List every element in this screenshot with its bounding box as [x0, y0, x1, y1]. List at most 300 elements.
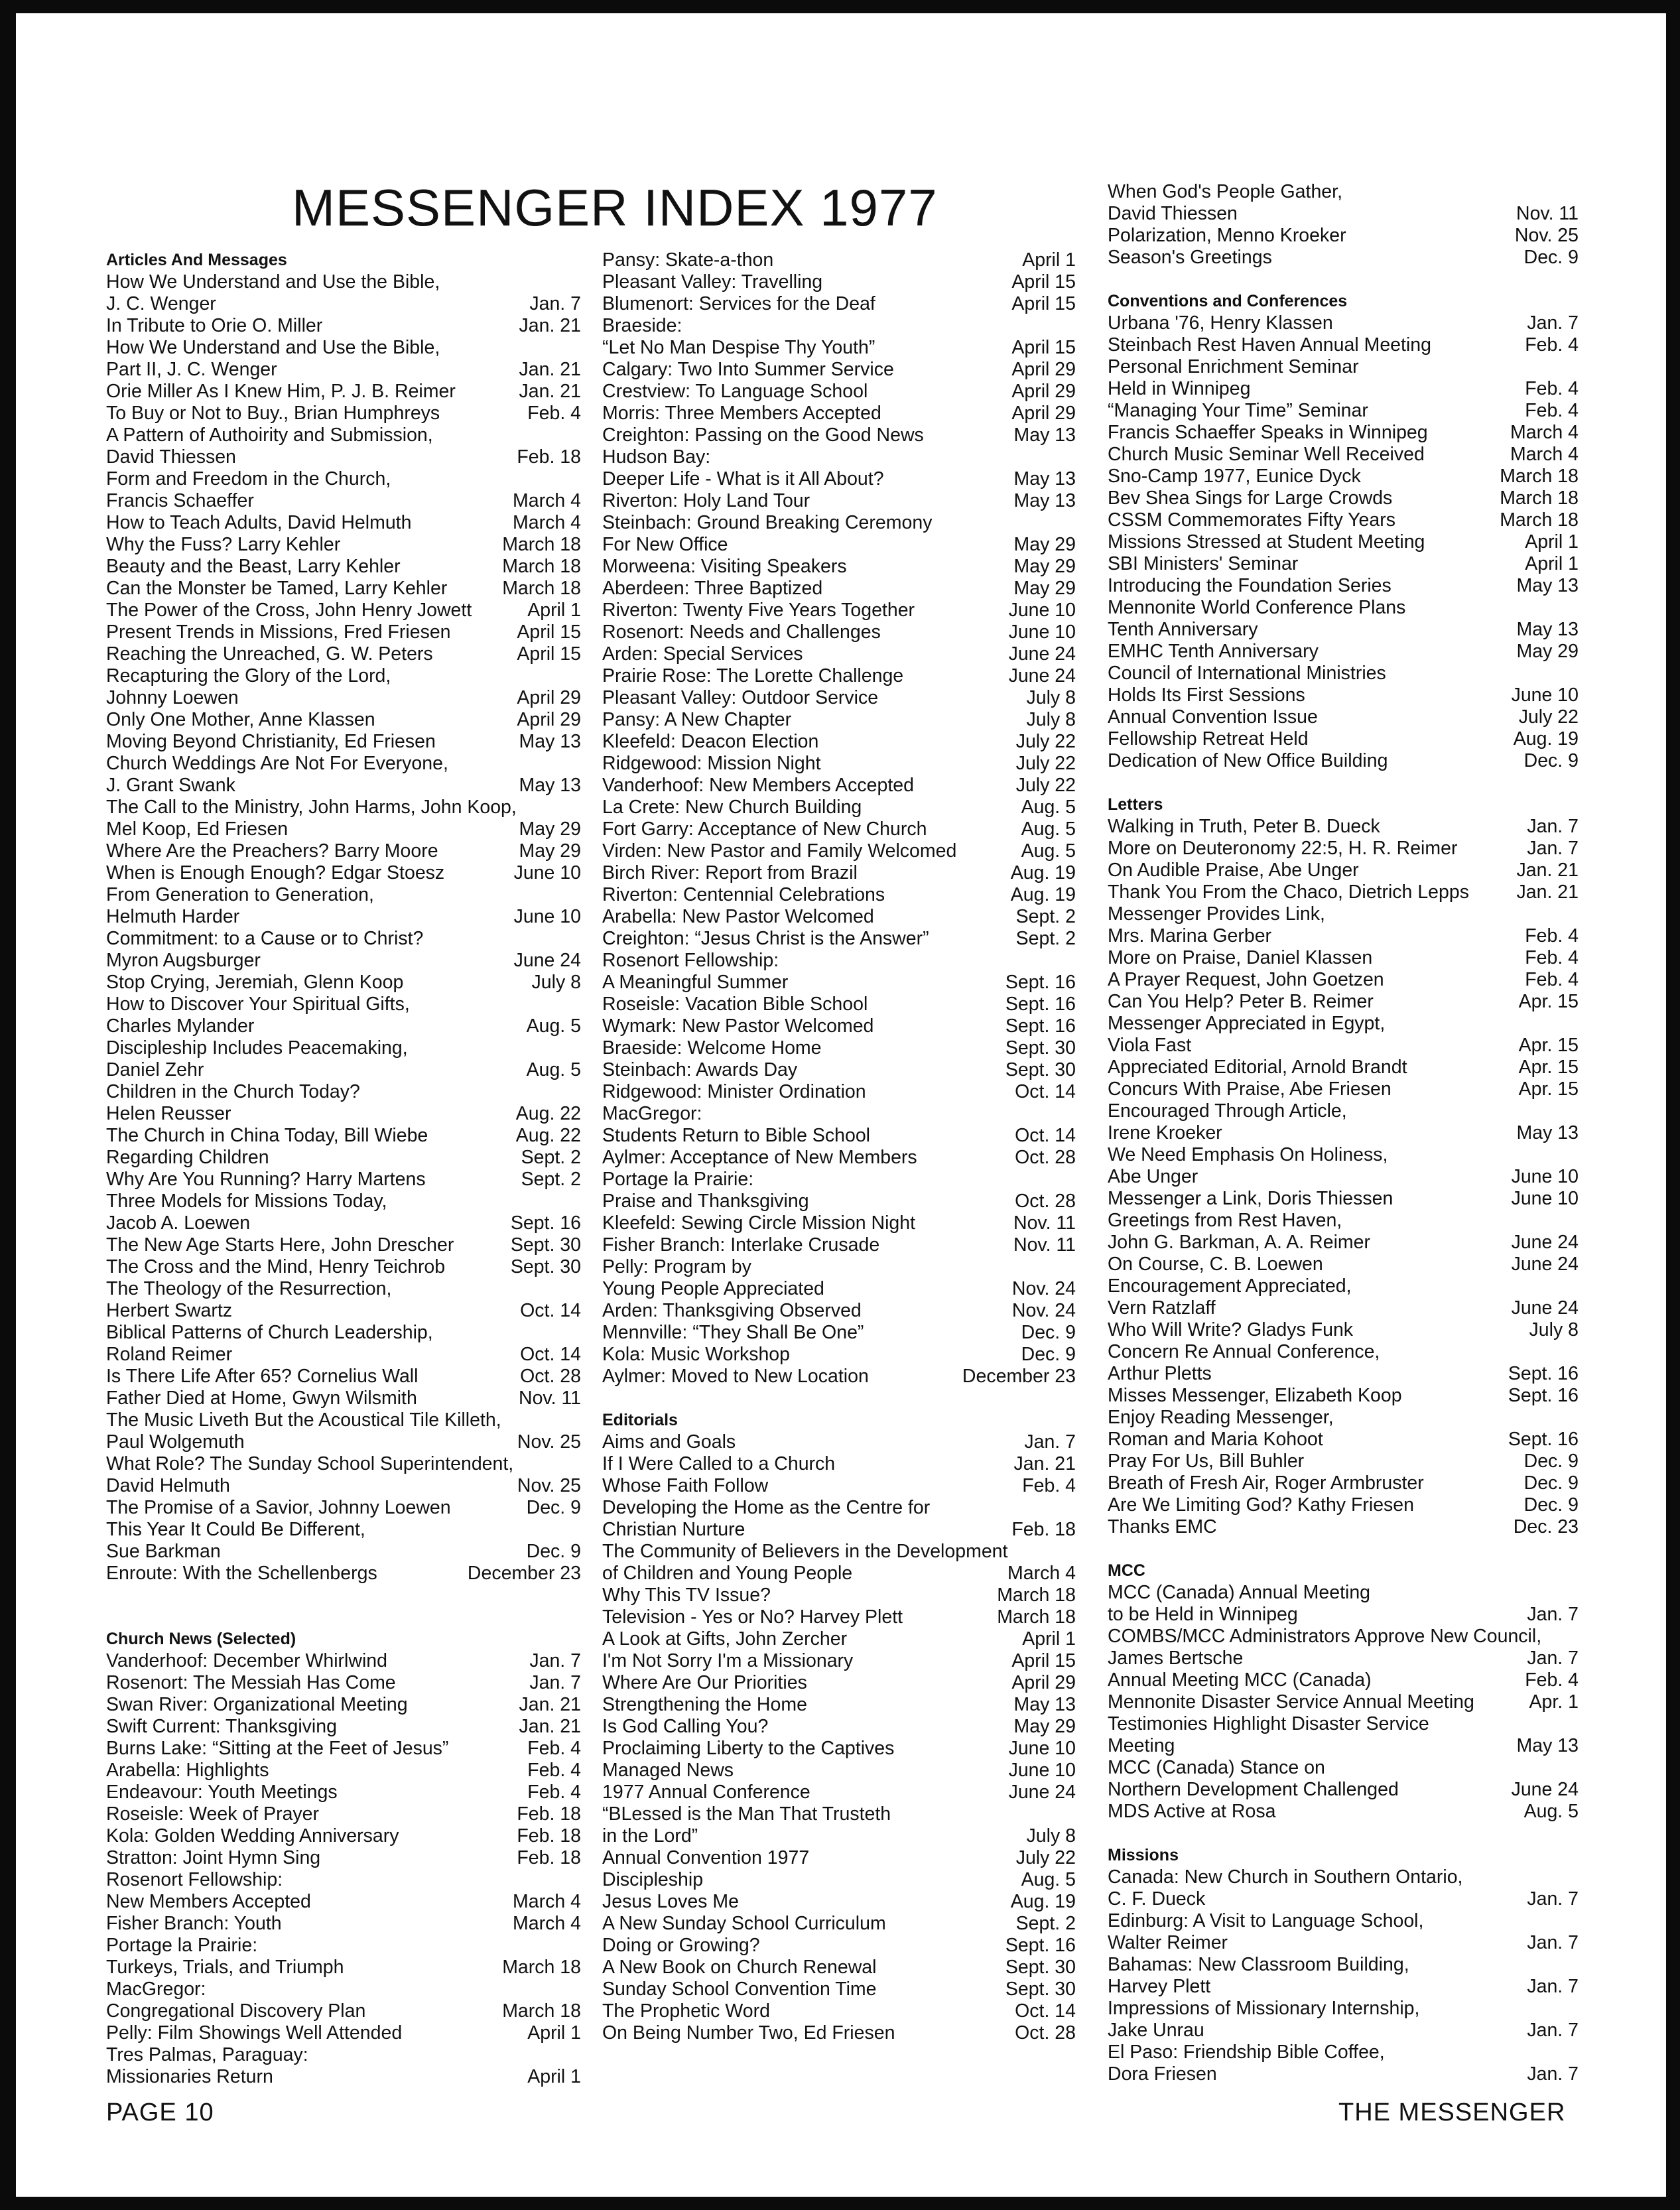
entry-date: Sept. 30 [508, 1234, 581, 1256]
index-entry [1108, 947, 1579, 969]
entry-date: April 29 [514, 709, 581, 731]
entry-date: December 23 [960, 1366, 1076, 1388]
index-entry [106, 337, 581, 381]
index-entry [602, 1037, 1076, 1059]
entry-title: Commitment: to a Cause or to Christ? Myron Augsburger [106, 928, 424, 971]
entry-title: The New Age Starts Here, John Drescher [106, 1234, 454, 1256]
entry-title: A Prayer Request, John Goetzen [1108, 969, 1384, 990]
entry-date: April 15 [1009, 337, 1076, 359]
entry-date: Sept. 16 [1003, 1935, 1076, 1957]
entry-title: Crestview: To Language School [602, 381, 868, 402]
index-entry [1108, 750, 1579, 772]
index-entry [1108, 881, 1579, 903]
entry-date: May 13 [1011, 1694, 1076, 1716]
entry-title: Church Weddings Are Not For Everyone, J. Grant Swank [106, 753, 448, 796]
index-entry [1108, 1691, 1579, 1713]
index-entry [106, 1147, 581, 1169]
index-entry [602, 1453, 1076, 1475]
index-entry [1108, 1144, 1579, 1188]
entry-title: Braeside: Welcome Home [602, 1037, 822, 1059]
entry-title: Present Trends in Missions, Fred Friesen [106, 621, 451, 643]
entry-title: Recapturing the Glory of the Lord, Johnny Loewen [106, 665, 391, 708]
entry-title: Dedication of New Office Building [1108, 750, 1388, 771]
entry-date: March 18 [499, 534, 581, 556]
index-entry [602, 1322, 1076, 1344]
index-entry [602, 775, 1076, 797]
entry-date: Sept. 2 [1013, 928, 1076, 950]
entry-date: Sept. 16 [1003, 972, 1076, 994]
section-spacer [106, 1606, 581, 1628]
publication-name: THE MESSENGER [1338, 2099, 1566, 2126]
entry-title: Prairie Rose: The Lorette Challenge [602, 665, 904, 686]
index-entry [1108, 1057, 1579, 1078]
entry-date: Feb. 18 [514, 1803, 581, 1825]
entry-date: Jan. 7 [1524, 312, 1579, 334]
entry-title: Annual Meeting MCC (Canada) [1108, 1669, 1372, 1691]
index-entry [1108, 1341, 1579, 1385]
index-entry [602, 600, 1076, 621]
entry-date: Jan. 7 [1524, 2020, 1579, 2042]
entry-date: Apr. 15 [1516, 1057, 1579, 1078]
entry-date: Jan. 21 [517, 1694, 582, 1716]
index-entry [602, 403, 1076, 424]
entry-title: Why This TV Issue? [602, 1585, 771, 1606]
section-spacer [1108, 269, 1579, 291]
entry-date: Jan. 7 [1524, 1932, 1579, 1954]
entry-title: Riverton: Twenty Five Years Together [602, 600, 915, 621]
entry-title: Creighton: “Jesus Christ is the Answer” [602, 928, 929, 949]
entry-title: Pelly: Film Showings Well Attended [106, 2022, 403, 2044]
entry-date: Feb. 18 [514, 1847, 581, 1869]
index-entry [106, 1913, 581, 1935]
section-heading: Missions [1108, 1846, 1179, 1864]
entry-date: May 29 [1011, 534, 1076, 556]
entry-date: July 8 [1024, 1825, 1076, 1847]
index-entry [1108, 1713, 1579, 1757]
index-entry [106, 578, 581, 600]
index-entry [1108, 400, 1579, 422]
entry-title: Orie Miller As I Knew Him, P. J. B. Reimer [106, 381, 456, 402]
index-entry [106, 556, 581, 578]
index-entry [602, 2022, 1076, 2044]
entry-date: Aug. 19 [1008, 862, 1076, 884]
index-entry [106, 1081, 581, 1103]
index-entry [602, 315, 1076, 359]
entry-date: Dec. 9 [1019, 1344, 1076, 1366]
index-entry [1108, 1254, 1579, 1275]
entry-title: Aylmer: Moved to New Location [602, 1366, 869, 1387]
entry-date: July 8 [1024, 687, 1076, 709]
entry-date: Oct. 28 [1012, 1191, 1076, 1212]
entry-date: Aug. 5 [1521, 1801, 1579, 1823]
entry-title: MCC (Canada) Annual Meeting to be Held in Winnipeg [1108, 1582, 1371, 1625]
entry-date: March 18 [499, 578, 581, 600]
index-entry [602, 1650, 1076, 1672]
entry-title: When God's People Gather, David Thiessen [1108, 181, 1342, 224]
entry-title: Rosenort Fellowship: A Meaningful Summer [602, 950, 789, 993]
index-entry [602, 1431, 1076, 1453]
entry-date: Oct. 28 [517, 1366, 581, 1388]
index-entry [106, 1672, 581, 1694]
section-spacer [1108, 772, 1579, 794]
entry-date: Aug. 22 [513, 1125, 581, 1147]
section-heading: Conventions and Conferences [1108, 292, 1348, 310]
index-entry [1108, 1866, 1579, 1910]
index-entry [1108, 444, 1579, 466]
entry-title: Doing or Growing? [602, 1935, 760, 1956]
entry-title: Form and Freedom in the Church, Francis Schaeffer [106, 468, 391, 511]
entry-title: Sunday School Convention Time [602, 1979, 877, 2000]
entry-title: Discipleship Includes Peacemaking, Daniel Zehr [106, 1037, 408, 1080]
entry-date: March 4 [1508, 444, 1579, 466]
entry-title: Burns Lake: “Sitting at the Feet of Jesus” [106, 1738, 449, 1759]
index-entry [1108, 1516, 1579, 1538]
entry-date: April 15 [1009, 1650, 1076, 1672]
section-heading: MCC [1108, 1561, 1145, 1580]
entry-date: April 1 [1522, 553, 1579, 575]
scan-border-bottom [0, 2197, 1680, 2210]
index-entry [602, 1606, 1076, 1628]
entry-date: June 24 [1509, 1254, 1579, 1275]
index-entry [1108, 1451, 1579, 1472]
entry-date: June 24 [1509, 1232, 1579, 1254]
entry-date: June 10 [511, 906, 581, 928]
index-entry [602, 512, 1076, 556]
index-entry [1108, 509, 1579, 531]
scan-border-top [0, 0, 1680, 13]
index-entry [106, 1519, 581, 1563]
index-entry [1108, 1998, 1579, 2042]
entry-title: The Cross and the Mind, Henry Teichrob [106, 1256, 446, 1277]
index-entry [106, 1037, 581, 1081]
index-entry [602, 1891, 1076, 1913]
index-entry [106, 1825, 581, 1847]
entry-title: How We Understand and Use the Bible, J. C. Wenger [106, 271, 440, 314]
entry-title: Messenger Provides Link, Mrs. Marina Gerber [1108, 903, 1325, 946]
index-entry [602, 2000, 1076, 2022]
entry-date: Aug. 5 [1019, 797, 1076, 818]
entry-date: May 29 [1011, 556, 1076, 578]
entry-date: Dec. 9 [1521, 1494, 1579, 1516]
entry-title: We Need Emphasis On Holiness, Abe Unger [1108, 1144, 1388, 1187]
entry-date: July 22 [1013, 775, 1076, 797]
entry-date: April 29 [1009, 381, 1076, 403]
entry-title: Annual Convention Issue [1108, 706, 1318, 728]
entry-date: Feb. 4 [1522, 334, 1579, 356]
entry-title: Tres Palmas, Paraguay: Missionaries Return [106, 2044, 308, 2087]
entry-title: Fisher Branch: Youth [106, 1913, 282, 1934]
entry-date: Oct. 14 [517, 1344, 581, 1366]
entry-date: Feb. 4 [1522, 947, 1579, 969]
index-entry [106, 512, 581, 534]
index-entry [1108, 641, 1579, 663]
entry-title: The Community of Believers in the Development of Children and Young People [602, 1541, 1008, 1584]
entry-date: May 13 [517, 731, 581, 753]
entry-date: Sept. 30 [1003, 1037, 1076, 1059]
entry-date: Jan. 7 [527, 293, 581, 315]
index-entry [1108, 597, 1579, 641]
entry-title: Appreciated Editorial, Arnold Brandt [1108, 1057, 1407, 1078]
entry-date: March 18 [994, 1585, 1076, 1606]
index-entry [106, 665, 581, 709]
entry-date: Jan. 7 [1524, 1888, 1579, 1910]
index-entry [602, 1015, 1076, 1037]
entry-title: If I Were Called to a Church [602, 1453, 836, 1474]
entry-title: Beauty and the Beast, Larry Kehler [106, 556, 401, 577]
entry-date: Sept. 16 [1506, 1385, 1579, 1407]
entry-date: May 29 [1514, 641, 1579, 663]
section-spacer [1108, 1538, 1579, 1560]
entry-date: Apr. 1 [1527, 1691, 1579, 1713]
entry-date: July 22 [1013, 1847, 1076, 1869]
entry-title: Vanderhoof: December Whirlwind [106, 1650, 387, 1671]
entry-date: April 15 [1009, 293, 1076, 315]
index-entry [106, 1847, 581, 1869]
index-entry [602, 1979, 1076, 2000]
entry-date: June 24 [511, 950, 581, 972]
entry-title: Who Will Write? Gladys Funk [1108, 1319, 1354, 1340]
index-entry [106, 600, 581, 621]
entry-date: Feb. 4 [1019, 1475, 1076, 1497]
entry-title: El Paso: Friendship Bible Coffee, Dora Friesen [1108, 2042, 1385, 2085]
entry-title: Rosenort: The Messiah Has Come [106, 1672, 396, 1693]
index-entry [602, 884, 1076, 906]
entry-date: July 8 [1527, 1319, 1579, 1341]
entry-title: Ridgewood: Mission Night [602, 753, 821, 774]
index-entry [1108, 1472, 1579, 1494]
index-entry [1108, 816, 1579, 838]
entry-date: June 10 [1006, 1760, 1076, 1782]
page-number: PAGE 10 [106, 2099, 214, 2126]
entry-date: Nov. 24 [1009, 1300, 1076, 1322]
entry-date: June 24 [1509, 1779, 1579, 1801]
index-entry [106, 1125, 581, 1147]
entry-title: SBI Ministers' Seminar [1108, 553, 1299, 574]
index-entry [602, 1957, 1076, 1979]
entry-title: MacGregor: Congregational Discovery Plan [106, 1979, 366, 2022]
entry-title: Endeavour: Youth Meetings [106, 1782, 338, 1803]
entry-date: March 18 [499, 2000, 581, 2022]
entry-date: Feb. 4 [1522, 969, 1579, 991]
index-entry [1108, 2042, 1579, 2085]
index-entry [602, 1169, 1076, 1212]
entry-title: Arden: Thanksgiving Observed [602, 1300, 862, 1321]
entry-date: June 10 [1509, 1166, 1579, 1188]
index-entry [1108, 466, 1579, 487]
entry-title: Steinbach: Awards Day [602, 1059, 798, 1080]
entry-title: Concern Re Annual Conference, Arthur Pletts [1108, 1341, 1380, 1384]
index-entry [602, 1475, 1076, 1497]
entry-date: March 4 [1005, 1563, 1076, 1585]
index-entry [1108, 1385, 1579, 1407]
entry-date: June 24 [1006, 643, 1076, 665]
entry-date: Aug. 5 [524, 1015, 581, 1037]
entry-date: June 10 [1006, 600, 1076, 621]
entry-title: On Course, C. B. Loewen [1108, 1254, 1323, 1275]
entry-title: COMBS/MCC Administrators Approve New Council, James Bertsche [1108, 1626, 1542, 1669]
entry-title: Riverton: Centennial Celebrations [602, 884, 885, 905]
entry-date: Nov. 25 [1512, 225, 1579, 247]
entry-date: Apr. 15 [1516, 991, 1579, 1013]
entry-title: Impressions of Missionary Internship, Jake Unrau [1108, 1998, 1420, 2041]
entry-title: Misses Messenger, Elizabeth Koop [1108, 1385, 1402, 1406]
entry-title: Vanderhoof: New Members Accepted [602, 775, 914, 796]
entry-title: Wymark: New Pastor Welcomed [602, 1015, 874, 1037]
entry-title: The Call to the Ministry, John Harms, John Koop, Mel Koop, Ed Friesen [106, 797, 517, 840]
entry-date: Oct. 14 [1012, 1125, 1076, 1147]
entry-date: Nov. 25 [515, 1475, 581, 1497]
entry-title: Testimonies Highlight Disaster Service Meeting [1108, 1713, 1429, 1756]
entry-title: Edinburg: A Visit to Language School, Walter Reimer [1108, 1910, 1424, 1953]
entry-date: Nov. 11 [1011, 1212, 1076, 1234]
index-entry [106, 884, 581, 928]
entry-title: Kleefeld: Sewing Circle Mission Night [602, 1212, 916, 1234]
index-entry [602, 1716, 1076, 1738]
index-entry [106, 753, 581, 797]
entry-date: Sept. 30 [508, 1256, 581, 1278]
entry-date: Apr. 15 [1516, 1078, 1579, 1100]
entry-date: Dec. 23 [1511, 1516, 1579, 1538]
entry-title: Aims and Goals [602, 1431, 736, 1453]
index-entry [602, 424, 1076, 446]
entry-date: April 15 [514, 621, 581, 643]
index-entry [1108, 1407, 1579, 1451]
index-entry [106, 972, 581, 994]
entry-title: Bev Shea Sings for Large Crowds [1108, 487, 1393, 509]
entry-title: Kleefeld: Deacon Election [602, 731, 819, 752]
entry-date: Sept. 2 [519, 1169, 581, 1191]
index-entry [106, 534, 581, 556]
entry-title: Where Are the Preachers? Barry Moore [106, 840, 438, 862]
entry-date: Sept. 30 [1003, 1979, 1076, 2000]
index-entry [602, 753, 1076, 775]
index-entry [106, 1103, 581, 1125]
section-heading: Letters [1108, 795, 1163, 814]
entry-date: May 29 [1011, 1716, 1076, 1738]
index-entry [602, 1847, 1076, 1869]
entry-title: Television - Yes or No? Harvey Plett [602, 1606, 903, 1628]
entry-date: Feb. 4 [525, 1782, 581, 1803]
entry-title: Morweena: Visiting Speakers [602, 556, 847, 577]
entry-title: Introducing the Foundation Series [1108, 575, 1391, 596]
index-entry [1108, 838, 1579, 860]
entry-date: Sept. 30 [1003, 1957, 1076, 1979]
index-entry [602, 1234, 1076, 1256]
entry-date: April 1 [1019, 1628, 1076, 1650]
entry-date: Feb. 18 [1009, 1519, 1076, 1541]
entry-title: Arden: Special Services [602, 643, 803, 665]
index-entry [106, 1388, 581, 1409]
entry-title: Canada: New Church in Southern Ontario, C. F. Dueck [1108, 1866, 1463, 1910]
index-entry [1108, 969, 1579, 991]
index-entry [602, 1541, 1076, 1585]
entry-title: Arabella: Highlights [106, 1760, 269, 1781]
entry-date: April 29 [514, 687, 581, 709]
entry-date: Oct. 28 [1012, 1147, 1076, 1169]
entry-date: Dec. 9 [524, 1541, 581, 1563]
index-entry [106, 1782, 581, 1803]
entry-date: May 13 [1011, 490, 1076, 512]
entry-date: Jan. 7 [1524, 2063, 1579, 2085]
index-entry [602, 1672, 1076, 1694]
entry-title: Morris: Three Members Accepted [602, 403, 881, 424]
entry-title: Pansy: A New Chapter [602, 709, 792, 730]
entry-date: Dec. 9 [1521, 1472, 1579, 1494]
entry-date: Jan. 21 [1011, 1453, 1076, 1475]
entry-date: March 4 [510, 1891, 581, 1913]
entry-date: Dec. 9 [1521, 1451, 1579, 1472]
entry-title: Kola: Music Workshop [602, 1344, 790, 1365]
index-entry [1108, 1494, 1579, 1516]
index-entry [602, 1935, 1076, 1957]
index-entry [106, 840, 581, 862]
entry-title: Bahamas: New Classroom Building, Harvey Plett [1108, 1954, 1409, 1997]
entry-date: Feb. 4 [1522, 925, 1579, 947]
entry-title: Thanks EMC [1108, 1516, 1217, 1537]
index-entry [1108, 706, 1579, 728]
entry-date: March 18 [994, 1606, 1076, 1628]
index-entry [602, 556, 1076, 578]
entry-title: Calgary: Two Into Summer Service [602, 359, 894, 380]
entry-date: Jan. 21 [517, 359, 582, 381]
entry-title: Jesus Loves Me [602, 1891, 739, 1912]
index-entry [602, 1497, 1076, 1541]
entry-date: April 29 [1009, 1672, 1076, 1694]
entry-title: Is There Life After 65? Cornelius Wall [106, 1366, 419, 1387]
entry-date: Sept. 16 [1003, 1015, 1076, 1037]
entry-title: Can the Monster be Tamed, Larry Kehler [106, 578, 448, 599]
entry-title: Proclaiming Liberty to the Captives [602, 1738, 895, 1759]
entry-title: Messenger a Link, Doris Thiessen [1108, 1188, 1393, 1209]
entry-title: Regarding Children [106, 1147, 269, 1168]
index-entry [106, 1409, 581, 1453]
index-entry [106, 1453, 581, 1497]
entry-date: July 22 [1516, 706, 1579, 728]
entry-date: May 29 [517, 818, 581, 840]
entry-date: Aug. 5 [1019, 840, 1076, 862]
entry-date: Sept. 16 [1003, 994, 1076, 1015]
scan-border-right [1666, 0, 1680, 2210]
index-entry [1108, 1013, 1579, 1057]
entry-title: Kola: Golden Wedding Anniversary [106, 1825, 399, 1847]
entry-title: A Look at Gifts, John Zercher [602, 1628, 848, 1650]
entry-date: Sept. 16 [1506, 1363, 1579, 1385]
entry-date: March 18 [1497, 487, 1579, 509]
entry-date: March 4 [510, 490, 581, 512]
index-entry [1108, 860, 1579, 881]
entry-title: On Being Number Two, Ed Friesen [602, 2022, 895, 2044]
entry-date: June 10 [1006, 1738, 1076, 1760]
index-entry [1108, 1669, 1579, 1691]
entry-title: “Managing Your Time” Seminar [1108, 400, 1368, 421]
entry-title: Pray For Us, Bill Buhler [1108, 1451, 1305, 1472]
index-entry [602, 293, 1076, 315]
index-entry [1108, 1582, 1579, 1626]
entry-date: Sept. 16 [508, 1212, 581, 1234]
entry-title: MCC (Canada) Stance on Northern Development Challenged [1108, 1757, 1399, 1800]
index-entry [602, 271, 1076, 293]
entry-title: Moving Beyond Christianity, Ed Friesen [106, 731, 436, 752]
entry-title: Virden: New Pastor and Family Welcomed [602, 840, 957, 862]
entry-title: I'm Not Sorry I'm a Missionary [602, 1650, 854, 1671]
entry-date: Jan. 7 [1524, 1604, 1579, 1626]
entry-title: Is God Calling You? [602, 1716, 769, 1737]
entry-date: Sept. 2 [519, 1147, 581, 1169]
entry-title: The Church in China Today, Bill Wiebe [106, 1125, 428, 1146]
index-entry [602, 1694, 1076, 1716]
entry-title: Season's Greetings [1108, 247, 1272, 268]
index-entry [602, 950, 1076, 994]
